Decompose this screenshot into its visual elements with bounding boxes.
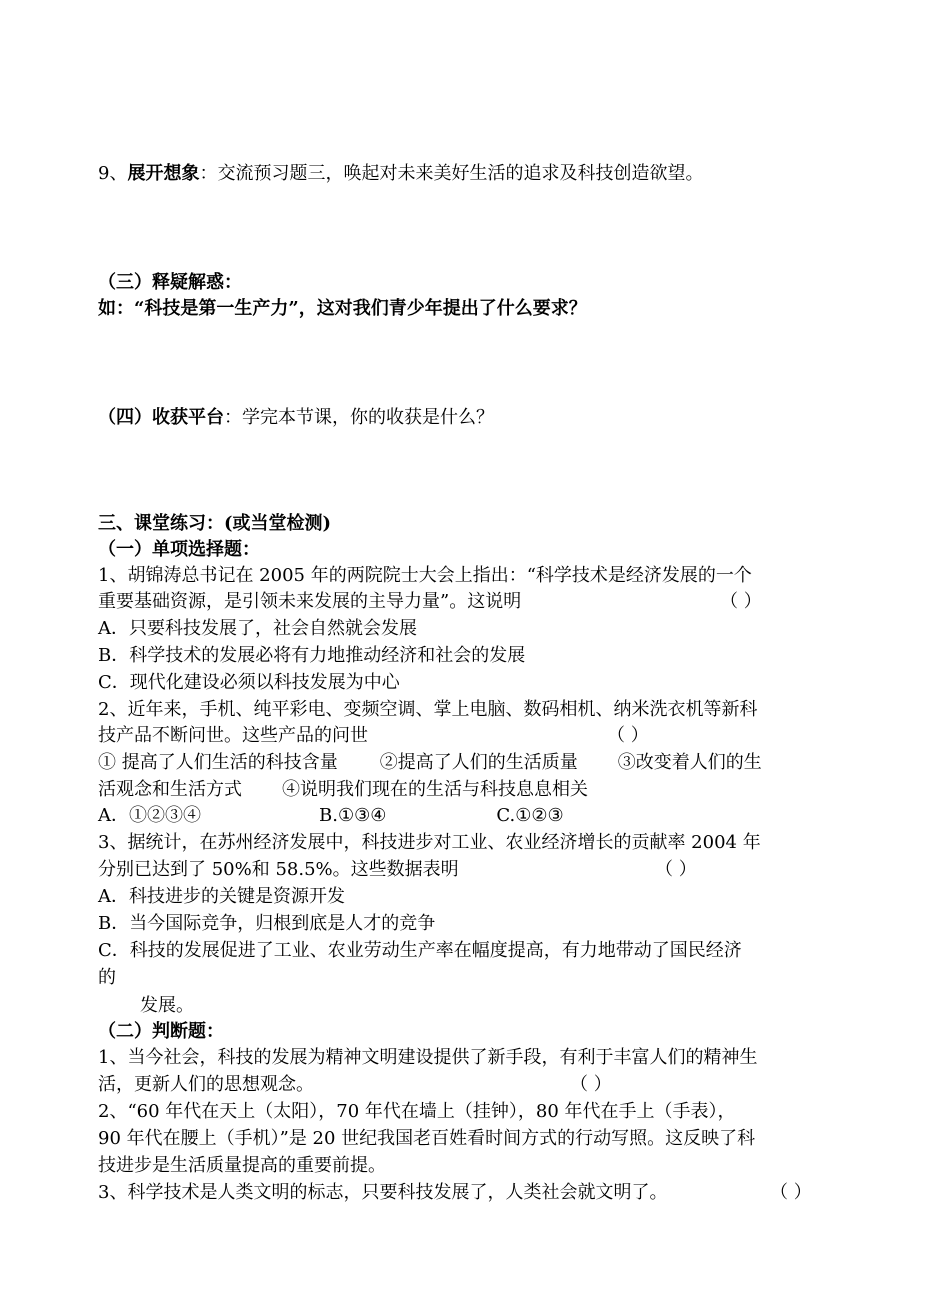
q2-option-a: A．①②③④ (98, 805, 201, 826)
q2-option-c: C.①②③ (496, 805, 564, 826)
q3-option-c-1: C．科技的发展促进了工业、农业劳动生产率在幅度提高，有力地带动了国民经济 (98, 940, 742, 961)
practice-heading: 三、课堂练习：(或当堂检测) (98, 513, 332, 534)
q1-line2: 重要基础资源，是引领未来发展的主导力量”。这说明 (98, 591, 522, 612)
j3-answer-paren: （ ） (770, 1182, 812, 1203)
j1-line1: 1、当今社会，科技的发展为精神文明建设提供了新手段，有利于丰富人们的精神生 (98, 1047, 758, 1068)
q1-option-a: A．只要科技发展了，社会自然就会发展 (98, 618, 417, 639)
j2-line1: 2、“60 年代在天上（太阳），70 年代在墙上（挂钟），80 年代在手上（手表）， (98, 1101, 736, 1122)
j1-line2: 活，更新人们的思想观念。 (98, 1074, 314, 1095)
q1-option-c: C．现代化建设必须以科技发展为中心 (98, 672, 400, 693)
judgment-heading: （二）判断题： (98, 1021, 224, 1042)
q3-option-c-2: 的 (98, 967, 116, 988)
j3-line1: 3、科学技术是人类文明的标志，只要科技发展了，人类社会就文明了。 (98, 1182, 668, 1203)
j2-line2: 90 年代在腰上（手机）”是 20 世纪我国老百姓看时间方式的行动写照。这反映了科 (98, 1128, 756, 1149)
section-3-heading: （三）释疑解惑： (98, 272, 242, 293)
q1-line1: 1、胡锦涛总书记在 2005 年的两院院士大会上指出：“科学技术是经济发展的一个 (98, 565, 752, 586)
q2-option-b: B.①③④ (319, 805, 387, 826)
q2-answer-paren: （ ） (607, 725, 649, 746)
j2-line3: 技进步是生活质量提高的重要前提。 (98, 1155, 386, 1176)
q2-options (98, 803, 564, 829)
q3-answer-paren: （ ） (655, 859, 697, 880)
q2-line1: 2、近年来，手机、纯平彩电、变频空调、掌上电脑、数码相机、纳米洗衣机等新科 (98, 699, 758, 720)
q3-option-b: B．当今国际竞争，归根到底是人才的竞争 (98, 913, 436, 934)
j1-answer-paren: （ ） (570, 1074, 612, 1095)
q3-line2: 分别已达到了 50%和 58.5%。这些数据表明 (98, 859, 459, 880)
single-choice-heading: （一）单项选择题： (98, 539, 260, 560)
section-4-label: （四）收获平台 (98, 407, 224, 428)
item-9: 9、展开想象：交流预习题三，唤起对未来美好生活的追求及科技创造欲望。 (98, 163, 704, 184)
q3-option-a: A．科技进步的关键是资源开发 (98, 886, 345, 907)
q1-answer-paren: （ ） (720, 591, 762, 612)
section-4: （四）收获平台：学完本节课，你的收获是什么？ (98, 407, 494, 428)
q3-line1: 3、据统计，在苏州经济发展中，科技进步对工业、农业经济增长的贡献率 2004 年 (98, 832, 761, 853)
item-9-label: 展开想象 (127, 163, 200, 184)
q3-option-c-3: 发展。 (140, 995, 194, 1016)
section-3-question: 如：“科技是第一生产力”，这对我们青少年提出了什么要求？ (98, 298, 587, 319)
q2-statements-1: ① 提高了人们生活的科技含量 ②提高了人们的生活质量 ③改变着人们的生 (98, 752, 762, 773)
q1-option-b: B．科学技术的发展必将有力地推动经济和社会的发展 (98, 645, 526, 666)
q2-statements-2: 活观念和生活方式 ④说明我们现在的生活与科技息息相关 (98, 779, 588, 800)
q2-line2: 技产品不断问世。这些产品的问世 (98, 725, 368, 746)
